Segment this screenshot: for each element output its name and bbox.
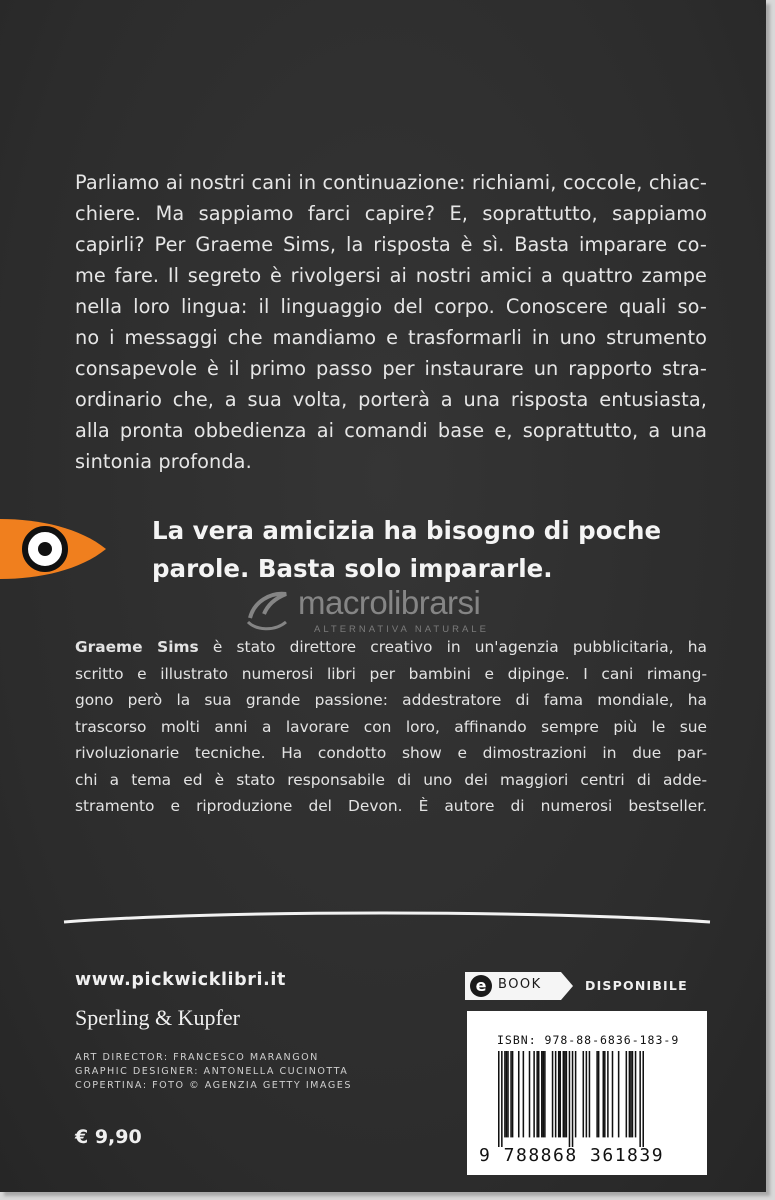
barcode-bar (596, 1051, 598, 1137)
barcode (498, 1051, 644, 1147)
barcode-bar (504, 1051, 506, 1137)
barcode-bar (512, 1051, 514, 1137)
bio-line: stramento e riproduzione del Devon. È autore di numerosi bestseller. (75, 797, 707, 815)
blurb-line: alla pronta obbedienza ai comandi base e, soprattutto, a una (75, 419, 707, 442)
blurb-line: no i messaggi che mandiamo e trasformarli in uno strumento (75, 326, 707, 349)
barcode-bar (558, 1051, 560, 1137)
barcode-bar (536, 1051, 538, 1137)
bio-line: rivoluzionarie tecniche. Ha condotto show e dimostrazioni in due par- (75, 744, 707, 762)
credit-art-director: ART DIRECTOR: FRANCESCO MARANGON (75, 1052, 319, 1063)
barcode-bar (629, 1051, 631, 1137)
bio-lines (75, 661, 707, 820)
blurb-line: nella loro lingua: il linguaggio del corpo. Conoscere quali so- (75, 295, 707, 318)
ebook-badge (465, 972, 575, 1000)
blurb-line: consapevole è il primo passo per instaurare un rapporto stra- (75, 357, 707, 380)
barcode-bar (618, 1051, 620, 1137)
barcode-bar (642, 1051, 644, 1147)
barcode-bar (501, 1051, 503, 1147)
bio-line: trascorso molti anni a lavorare con loro, affinando sempre più le sue (75, 717, 707, 736)
ebook-tag-tip (561, 972, 573, 1000)
barcode-bar (572, 1051, 574, 1147)
barcode-bar (604, 1051, 606, 1137)
barcode-bar (543, 1051, 545, 1137)
barcode-bar (510, 1051, 512, 1137)
bio-line-1-rest: è stato direttore creativo in un'agenzia pubblicitaria, ha (198, 638, 707, 656)
barcode-bar (506, 1051, 508, 1137)
barcode-bar (507, 1051, 509, 1137)
barcode-bar (563, 1051, 565, 1137)
blurb-text (75, 167, 707, 477)
blurb-line: sintonia profonda. (75, 450, 252, 473)
blurb-line: ordinario che, a sua volta, porterà a una risposta entusiasta, (75, 388, 707, 411)
tagline-line-2: parole. Basta solo impararle. (152, 554, 553, 583)
barcode-bar (598, 1051, 600, 1137)
bio-line: scritto e illustrato numerosi libri per bambini e dipinge. I cani rimang- (75, 664, 707, 683)
barcode-bar (586, 1051, 588, 1137)
eye-icon (0, 516, 120, 582)
tagline (152, 512, 712, 588)
barcode-bar (559, 1051, 561, 1137)
website-link[interactable]: www.pickwicklibri.it (75, 970, 286, 990)
watermark-tagline: ALTERNATIVA NATURALE (314, 624, 489, 635)
barcode-bar (639, 1051, 641, 1147)
watermark-brand: macrolibrarsi (298, 584, 481, 621)
bio-line-1 (75, 634, 707, 661)
credit-graphic-designer: GRAPHIC DESIGNER: ANTONELLA CUCINOTTA (75, 1066, 349, 1077)
leaf-swirl-icon (240, 578, 300, 638)
barcode-bar (575, 1051, 577, 1137)
barcode-bar (564, 1051, 566, 1137)
blurb-line: Parliamo ai nostri cani in continuazione: richiami, coccole, chiac- (75, 171, 707, 194)
barcode-bar (603, 1051, 605, 1137)
barcode-bar (612, 1051, 614, 1137)
barcode-bar (607, 1051, 609, 1137)
barcode-bar (632, 1051, 634, 1137)
credits (75, 1051, 352, 1093)
author-bio (75, 634, 707, 820)
tagline-line-1: La vera amicizia ha bisogno di poche (152, 516, 662, 545)
bio-line: chi a tema ed è stato responsabile di uno dei maggiori centri di adde- (75, 770, 707, 789)
barcode-bar (498, 1051, 500, 1147)
barcode-bar (635, 1051, 637, 1137)
barcode-bar (626, 1051, 628, 1137)
publisher-logo: Sperling & Kupfer (75, 1005, 240, 1030)
isbn-label: ISBN: 978-88-6836-183-9 (497, 1033, 680, 1047)
barcode-bar (569, 1051, 571, 1147)
blurb-line: me fare. Il segreto è rivolgersi ai nostri amici a quattro zampe (75, 264, 707, 287)
barcode-bar (630, 1051, 632, 1137)
bio-line: gono però la sua grande passione: addestratore di fama mondiale, ha (75, 691, 707, 709)
credit-cover-photo: COPERTINA: FOTO © AGENZIA GETTY IMAGES (75, 1080, 352, 1091)
barcode-bar (538, 1051, 540, 1137)
ebook-e-icon: e (470, 975, 492, 997)
blurb-line: capirli? Per Graeme Sims, la risposta è sì. Basta imparare co- (75, 233, 707, 256)
barcode-bar (529, 1051, 531, 1137)
barcode-bar (589, 1051, 591, 1137)
price: € 9,90 (75, 1126, 142, 1148)
barcode-bar (533, 1051, 535, 1137)
ebook-word: BOOK (498, 977, 542, 992)
barcode-bar (518, 1051, 520, 1137)
curved-divider (62, 908, 712, 938)
author-name: Graeme Sims (75, 638, 199, 656)
barcode-bar (566, 1051, 568, 1137)
ean-number: 9 788868 361839 (479, 1145, 665, 1166)
barcode-bar (544, 1051, 546, 1137)
blurb-line: chiere. Ma sappiamo farci capire? E, soprattutto, sappiamo (75, 202, 707, 225)
barcode-bar (552, 1051, 554, 1137)
ebook-availability: DISPONIBILE (585, 978, 688, 993)
barcode-bar (583, 1051, 585, 1137)
barcode-bar (523, 1051, 525, 1137)
barcode-bar (541, 1051, 543, 1137)
barcode-bar (555, 1051, 557, 1137)
